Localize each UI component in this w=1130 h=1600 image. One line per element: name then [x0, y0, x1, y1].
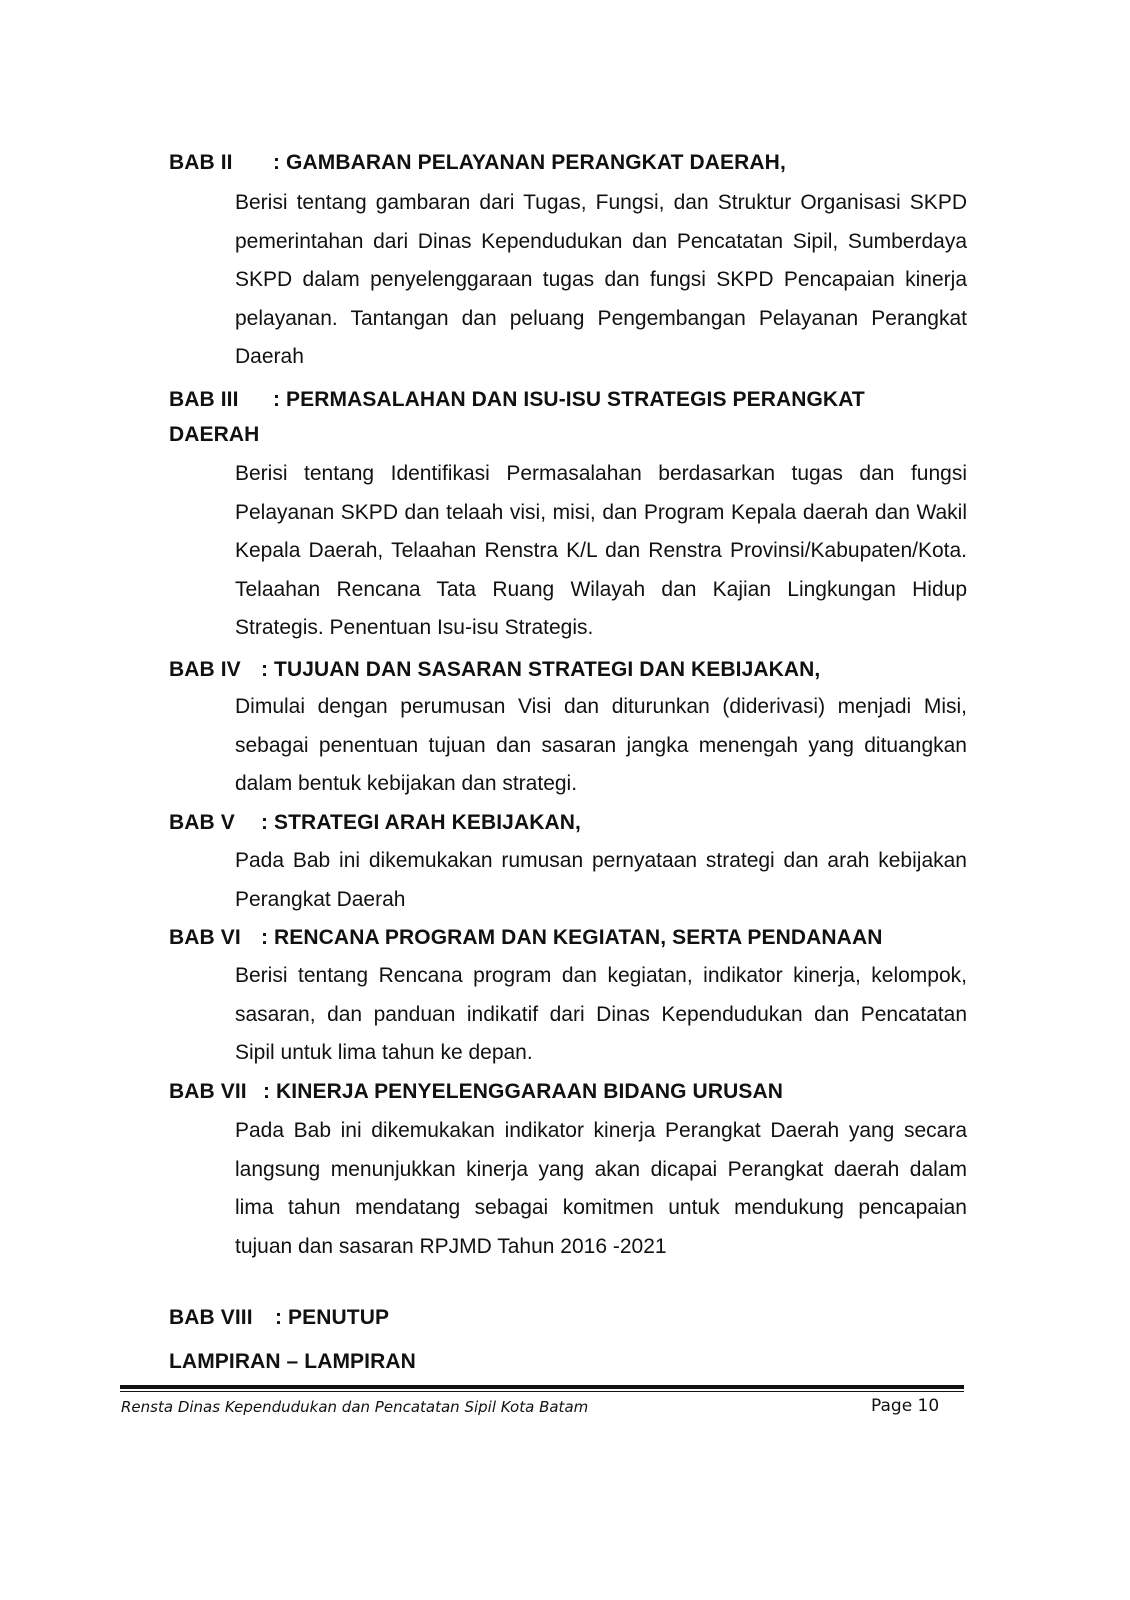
chapter-description-bab-vii: Pada Bab ini dikemukakan indikator kinerja Perangkat Daerah yang secara langsung menunjukkan kinerja yang akan dicapai Perangkat daerah dalam lima tahun mendatang sebagai komitmen untuk mendukung pencapaian tujuan dan sasaran RPJMD Tahun 2016 -2021 — [235, 1119, 967, 1258]
chapter-description-bab-ii: Berisi tentang gambaran dari Tugas, Fungsi, dan Struktur Organisasi SKPD pemerintahan dari Dinas Kependudukan dan Pencatatan Sipil, Sumberdaya SKPD dalam penyelenggaraan tugas dan fungsi SKPD Pencapaian kinerja pelayanan. Tantangan dan peluang Pengembangan Pelayanan Perangkat Daerah — [235, 191, 967, 369]
chapter-heading-bab-vii — [169, 1080, 783, 1104]
chapter-description-bab-vi: Berisi tentang Rencana program dan kegiatan, indikator kinerja, kelompok, sasaran, dan panduan indikatif dari Dinas Kependudukan dan Pencatatan Sipil untuk lima tahun ke depan. — [235, 964, 967, 1065]
chapter-title: : GAMBARAN PELAYANAN PERANGKAT DAERAH, — [273, 151, 786, 174]
chapter-heading-bab-v — [169, 811, 581, 835]
chapter-number: BAB V — [169, 811, 235, 834]
chapter-description-bab-v: Pada Bab ini dikemukakan rumusan pernyataan strategi dan arah kebijakan Perangkat Daerah — [235, 849, 967, 911]
chapter-title: : STRATEGI ARAH KEBIJAKAN, — [261, 811, 581, 834]
footer-rule-thin — [120, 1391, 964, 1392]
chapter-title: : KINERJA PENYELENGGARAAN BIDANG URUSAN — [263, 1080, 783, 1103]
chapter-number: BAB VII — [169, 1080, 247, 1103]
chapter-description-bab-iii: Berisi tentang Identifikasi Permasalahan berdasarkan tugas dan fungsi Pelayanan SKPD dan telaah visi, misi, dan Program Kepala daerah dan Wakil Kepala Daerah, Telaahan Renstra K/L dan Renstra Provinsi/Kabupaten/Kota. Telaahan Rencana Tata Ruang Wilayah dan Kajian Lingkungan Hidup Strategis. Penentuan Isu-isu Strategis. — [235, 462, 967, 640]
chapter-title: : PENUTUP — [275, 1306, 390, 1329]
chapter-number: BAB VIII — [169, 1306, 253, 1329]
chapter-heading-bab-ii — [169, 151, 786, 175]
chapter-number: BAB III — [169, 388, 239, 411]
chapter-heading-bab-iv — [169, 658, 820, 682]
chapter-heading-bab-vi — [169, 926, 882, 950]
chapter-number: BAB VI — [169, 926, 241, 949]
chapter-description-bab-iv: Dimulai dengan perumusan Visi dan diturunkan (diderivasi) menjadi Misi, sebagai penentuan tujuan dan sasaran jangka menengah yang dituangkan dalam bentuk kebijakan dan strategi. — [235, 695, 967, 796]
chapter-number: BAB II — [169, 151, 233, 174]
chapter-title: : RENCANA PROGRAM DAN KEGIATAN, SERTA PENDANAAN — [261, 926, 883, 949]
footer-page-number: Page 10 — [871, 1396, 940, 1416]
chapter-title: : PERMASALAHAN DAN ISU-ISU STRATEGIS PERANGKAT — [273, 388, 865, 411]
chapter-heading-bab-iii — [169, 388, 865, 412]
lampiran-heading: LAMPIRAN – LAMPIRAN — [169, 1350, 416, 1373]
chapter-heading-continuation: DAERAH — [169, 423, 260, 446]
footer-document-title: Rensta Dinas Kependudukan dan Pencatatan Sipil Kota Batam — [121, 1398, 589, 1416]
chapter-heading-bab-viii — [169, 1306, 389, 1330]
footer-rule-thick — [120, 1385, 964, 1389]
chapter-title: : TUJUAN DAN SASARAN STRATEGI DAN KEBIJAKAN, — [261, 658, 821, 681]
chapter-number: BAB IV — [169, 658, 241, 681]
